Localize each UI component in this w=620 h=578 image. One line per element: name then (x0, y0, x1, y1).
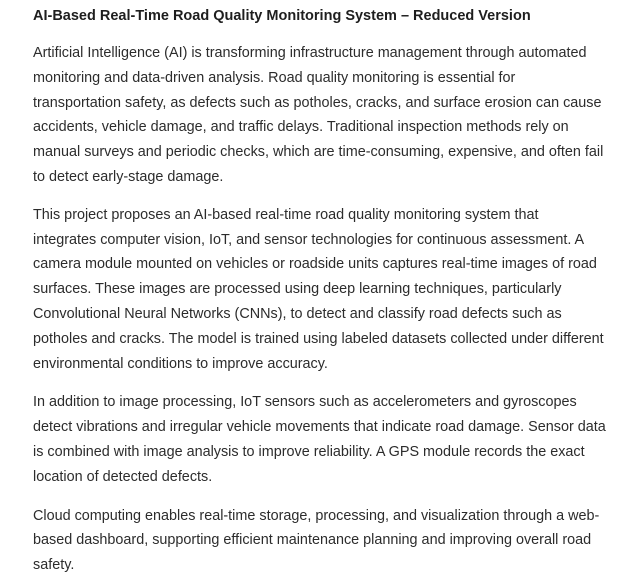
paragraph-line: surfaces. These images are processed using deep learning techniques, particularly (33, 281, 562, 298)
paragraph-line: Cloud computing enables real-time storage, processing, and visualization through a web- (33, 507, 600, 524)
paragraph-line: potholes and cracks. The model is trained using labeled datasets collected under different (33, 330, 604, 347)
paragraph-line: monitoring and data-driven analysis. Road quality monitoring is essential for (33, 69, 516, 86)
paragraph-iot-sensors (33, 390, 606, 489)
paragraph-line: environmental conditions to improve accuracy. (33, 355, 328, 372)
paragraph-line: Artificial Intelligence (AI) is transforming infrastructure management through automated (33, 45, 587, 61)
paragraph-line: transportation safety, as defects such as potholes, cracks, and surface erosion can cause (33, 94, 602, 111)
document-title: AI-Based Real-Time Road Quality Monitoring System – Reduced Version (33, 8, 531, 24)
paragraph-line: is combined with image analysis to improve reliability. A GPS module records the exact (33, 443, 585, 460)
paragraph-project-proposal (33, 203, 604, 377)
paragraph-line: accidents, vehicle damage, and traffic delays. Traditional inspection methods rely on (33, 119, 569, 136)
paragraph-line: manual surveys and periodic checks, which are time-consuming, expensive, and often fail (33, 144, 604, 161)
paragraph-line: safety. (33, 557, 75, 574)
paragraph-line: based dashboard, supporting efficient maintenance planning and improving overall road (33, 532, 592, 549)
paragraph-line: This project proposes an AI-based real-time road quality monitoring system that (33, 206, 539, 223)
paragraph-line: Convolutional Neural Networks (CNNs), to detect and classify road defects such as (33, 305, 562, 322)
paragraph-line: In addition to image processing, IoT sensors such as accelerometers and gyroscopes (33, 394, 577, 411)
paragraph-cloud-computing (33, 504, 601, 578)
paragraph-line: integrates computer vision, IoT, and sensor technologies for continuous assessment. A (33, 231, 585, 248)
paragraph-ai-introduction (33, 41, 604, 190)
paragraph-line: camera module mounted on vehicles or roadside units captures real-time images of road (33, 256, 597, 273)
paragraph-line: to detect early-stage damage. (33, 168, 224, 185)
document (33, 4, 606, 578)
paragraph-line: location of detected defects. (33, 468, 213, 485)
paragraph-line: detect vibrations and irregular vehicle movements that indicate road damage. Sensor data (33, 419, 606, 436)
